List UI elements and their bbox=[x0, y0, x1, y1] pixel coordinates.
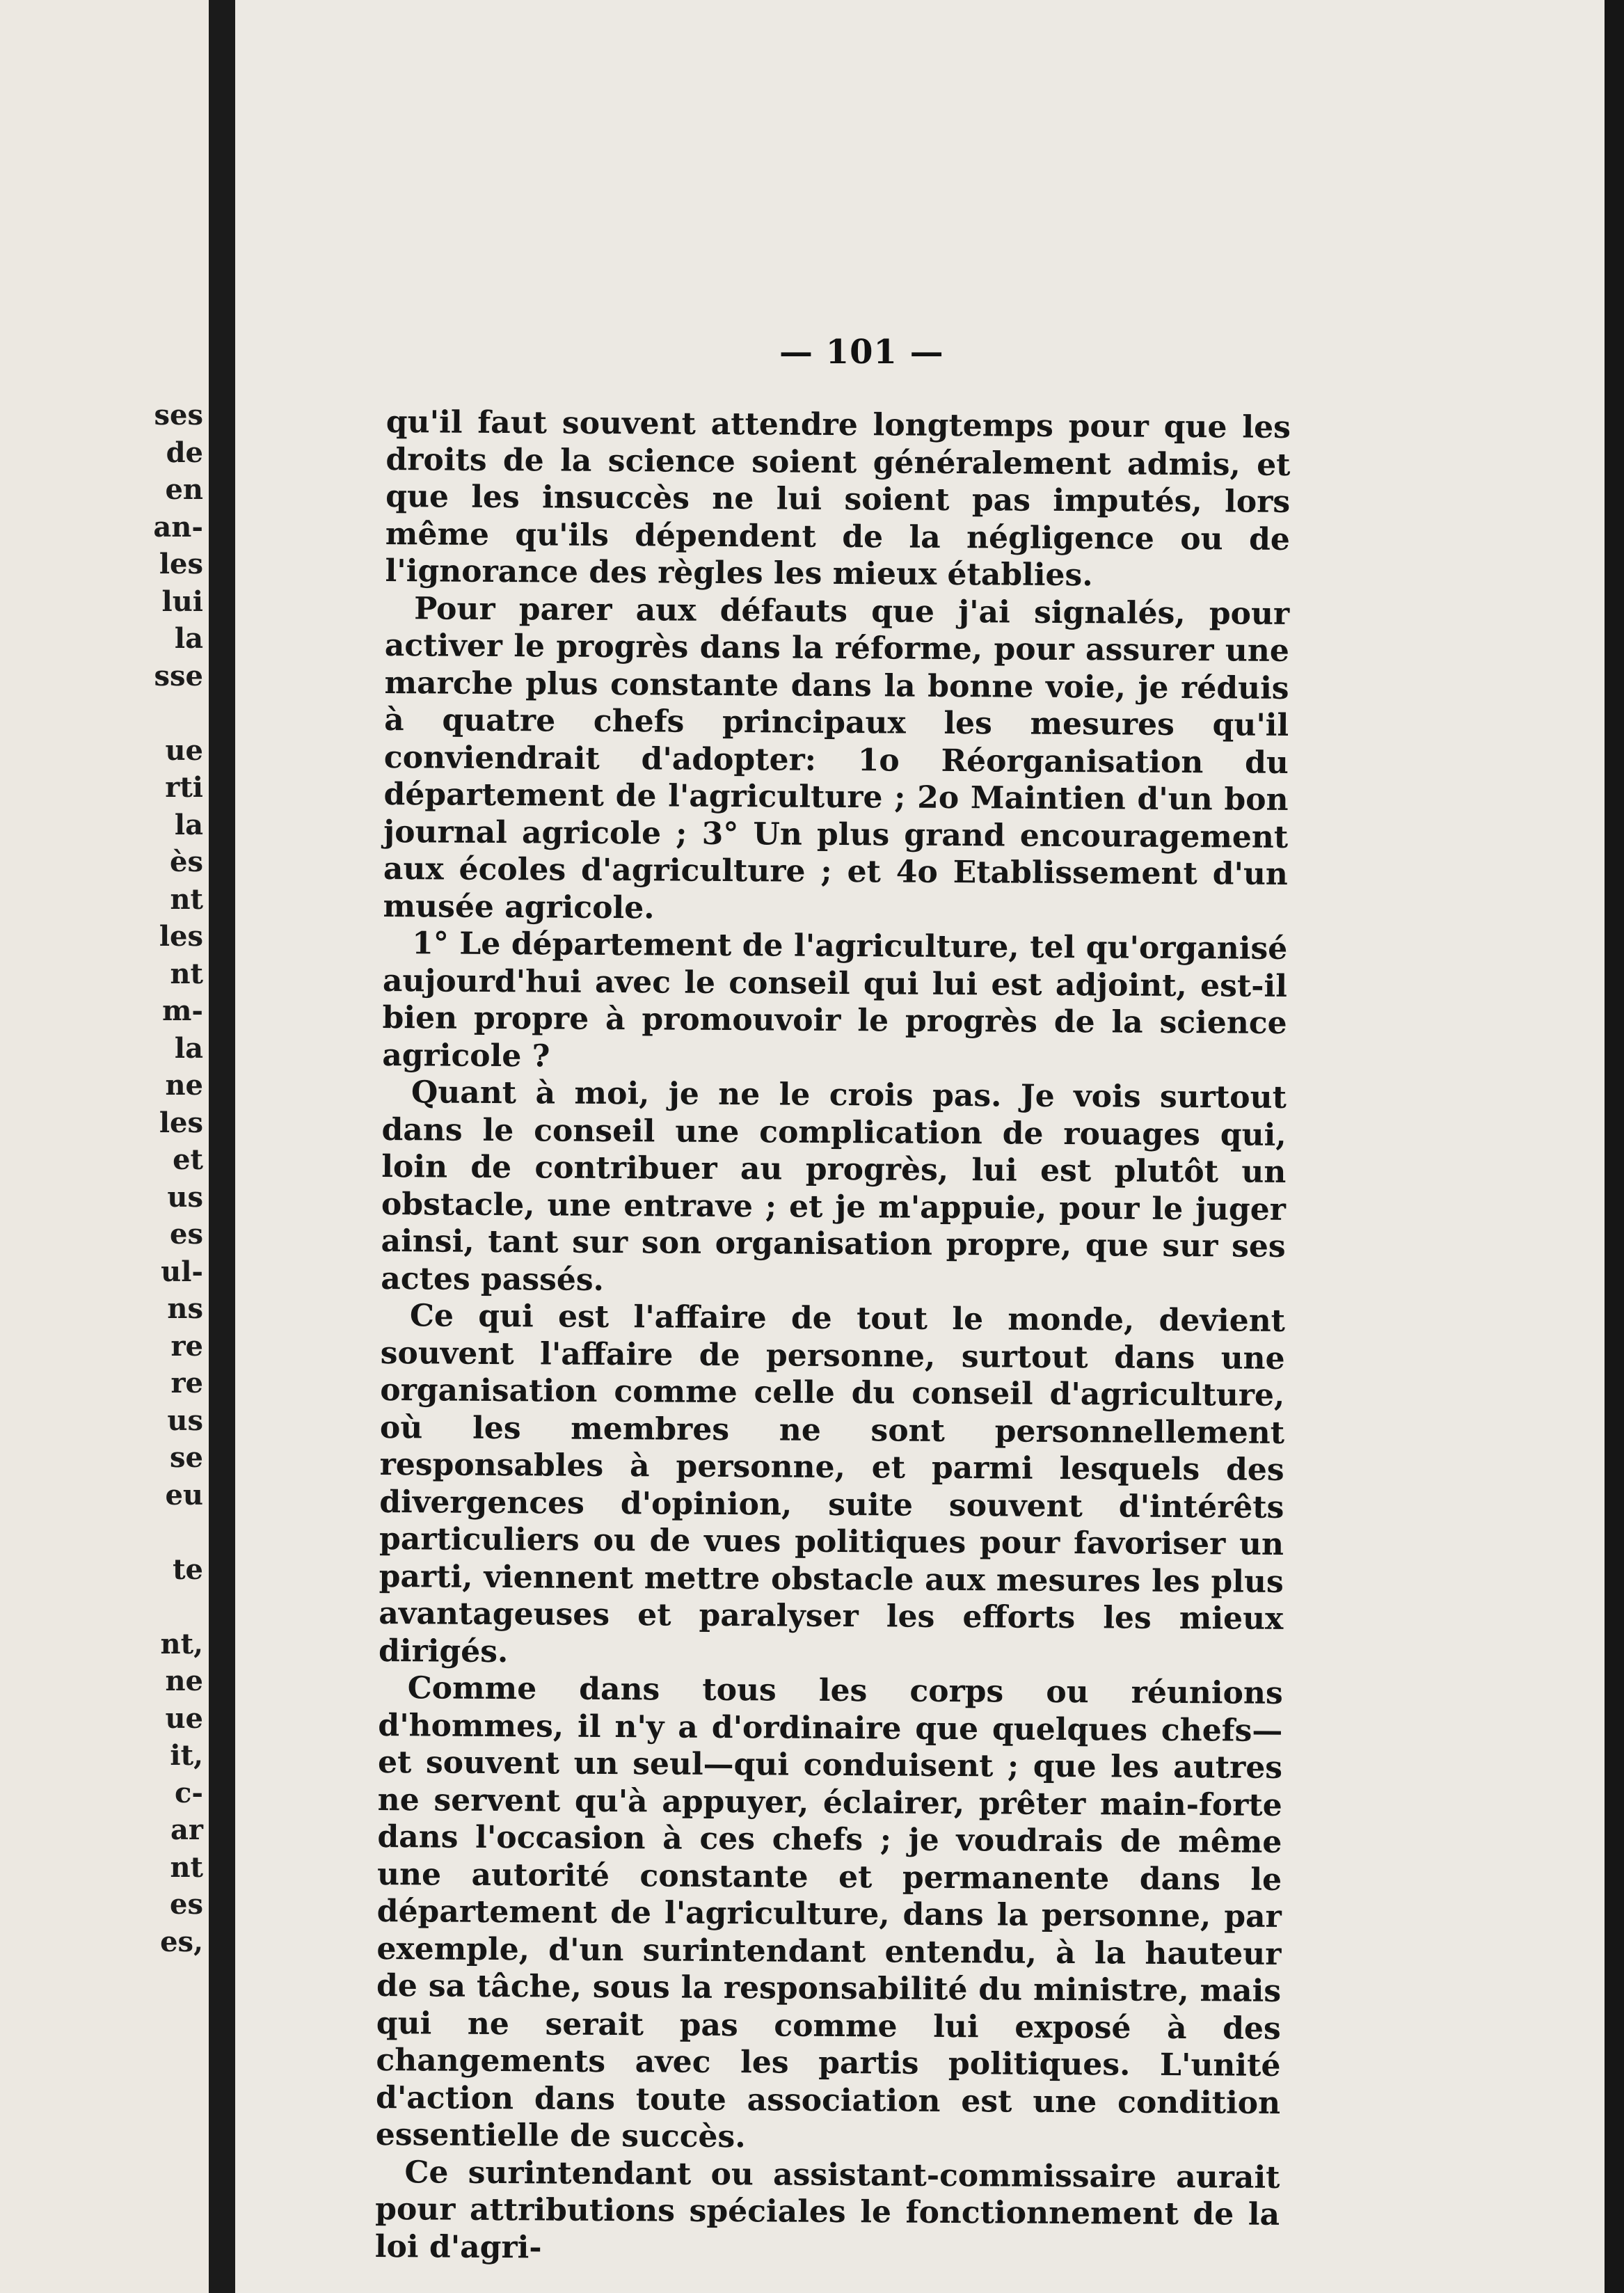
left-fragment: ue bbox=[165, 733, 203, 767]
left-fragment: la bbox=[174, 808, 203, 841]
left-fragment: es bbox=[170, 1218, 203, 1251]
left-fragment: lui bbox=[161, 585, 203, 618]
left-fragment: ne bbox=[165, 1665, 203, 1697]
left-fragment: ue bbox=[165, 1701, 203, 1735]
left-fragment: les bbox=[159, 548, 203, 580]
left-fragment: ne bbox=[165, 1069, 203, 1102]
body-text bbox=[375, 404, 1291, 2271]
left-fragment: ès bbox=[170, 846, 203, 878]
left-fragment: re bbox=[170, 1367, 203, 1399]
left-fragment: es, bbox=[160, 1925, 203, 1958]
left-page-line-fragments bbox=[153, 397, 203, 1960]
paragraph: Ce surintendant ou assistant-commissaire aurait pour attributions spéciales le fonctionnement de la loi d'agri- bbox=[374, 2154, 1280, 2265]
left-fragment: es bbox=[170, 1888, 203, 1921]
left-fragment: us bbox=[167, 1180, 203, 1214]
paragraph: Quant à moi, je ne le crois pas. Je vois surtout dans le conseil une complication de rouages qui, loin de contribuer au progrès, lui est plutôt un obstacle, une entrave ; et je m'appuie, pour le juger ainsi, tant sur son organisation propre, que sur ses actes passés. bbox=[381, 1074, 1287, 1298]
paragraph: Ce qui est l'affaire de tout le monde, devient souvent l'affaire de personne, surtout dans une organisation comme celle du conseil d'agriculture, où les membres ne sont personnellement responsables à personne, et parmi lesquels des divergences d'opinion, suite souvent d'intérêts particuliers ou de vues politiques pour favoriser un parti, viennent mettre obstacle aux mesures les plus avantageuses et paralyser les efforts les mieux dirigés. bbox=[378, 1298, 1286, 1669]
left-facing-page bbox=[0, 0, 209, 2293]
paragraph: 1° Le département de l'agriculture, tel qu'organisé aujourd'hui avec le conseil qui lui est adjoint, est-il bien propre à promouvoir le progrès de la science agricole ? bbox=[382, 926, 1288, 1074]
left-fragment: ses bbox=[154, 399, 203, 431]
left-fragment: les bbox=[159, 1106, 203, 1139]
left-fragment: us bbox=[167, 1404, 203, 1437]
left-fragment: re bbox=[170, 1329, 203, 1363]
left-fragment: de bbox=[166, 436, 203, 469]
left-fragment: nt bbox=[170, 1850, 203, 1884]
left-fragment: c- bbox=[175, 1776, 203, 1809]
left-fragment: te bbox=[173, 1553, 203, 1586]
paragraph: Pour parer aux défauts que j'ai signalés, pour activer le progrès dans la réforme, pour assurer une marche plus constante dans la bonne voie, je réduis à quatre chefs principaux les mesures qu'il conviendrait d'adopter: 1o Réorganisation du département de l'agriculture ; 2o Maintien d'un bon journal agricole ; 3° Un plus grand encouragement aux écoles d'agriculture ; et 4o Etablissement d'un musée agricole. bbox=[383, 590, 1290, 926]
left-fragment: an- bbox=[153, 510, 203, 544]
left-fragment bbox=[153, 695, 203, 732]
page-number: — 101 — bbox=[779, 333, 944, 372]
left-fragment: nt bbox=[170, 882, 203, 916]
book-gutter bbox=[209, 0, 235, 2293]
left-fragment: les bbox=[159, 920, 203, 953]
left-fragment: rti bbox=[165, 771, 203, 804]
left-fragment: eu bbox=[165, 1478, 203, 1512]
left-fragment: nt, bbox=[160, 1627, 203, 1660]
left-fragment: nt bbox=[170, 957, 203, 990]
left-fragment: m- bbox=[162, 994, 203, 1027]
paragraph: qu'il faut souvent attendre longtemps pour que les droits de la science soient généralement admis, et que les insuccès ne lui soient pas imputés, lors même qu'ils dépendent de la négligence ou de l'ignorance des règles les mieux établies. bbox=[385, 404, 1291, 594]
left-fragment bbox=[153, 1588, 203, 1626]
left-fragment: ar bbox=[170, 1814, 203, 1846]
left-fragment: et bbox=[173, 1143, 203, 1176]
paragraph: Comme dans tous les corps ou réunions d'hommes, il n'y a d'ordinaire que quelques chefs—et souvent un seul—qui conduisent ; que les autres ne servent qu'à appuyer, éclairer, prêter main-forte dans l'occasion à ces chefs ; je voudrais de même une autorité constante et permanente dans le département de l'agriculture, dans la personne, par exemple, d'un surintendant entendu, à la hauteur de sa tâche, sous la responsabilité du ministre, mais qui ne serait pas comme lui exposé à des changements avec les partis politiques. L'unité d'action dans toute association est une condition essentielle de succès. bbox=[375, 1670, 1283, 2155]
left-fragment: ns bbox=[167, 1292, 203, 1325]
left-fragment bbox=[153, 1514, 203, 1551]
left-fragment: la bbox=[174, 1031, 203, 1065]
left-fragment: ul- bbox=[161, 1255, 203, 1288]
left-fragment: se bbox=[170, 1441, 203, 1474]
left-fragment: sse bbox=[154, 659, 203, 692]
left-fragment: la bbox=[174, 622, 203, 655]
left-fragment: it, bbox=[170, 1739, 203, 1772]
page-edge-shadow bbox=[1605, 0, 1624, 2293]
left-fragment: en bbox=[165, 473, 203, 506]
